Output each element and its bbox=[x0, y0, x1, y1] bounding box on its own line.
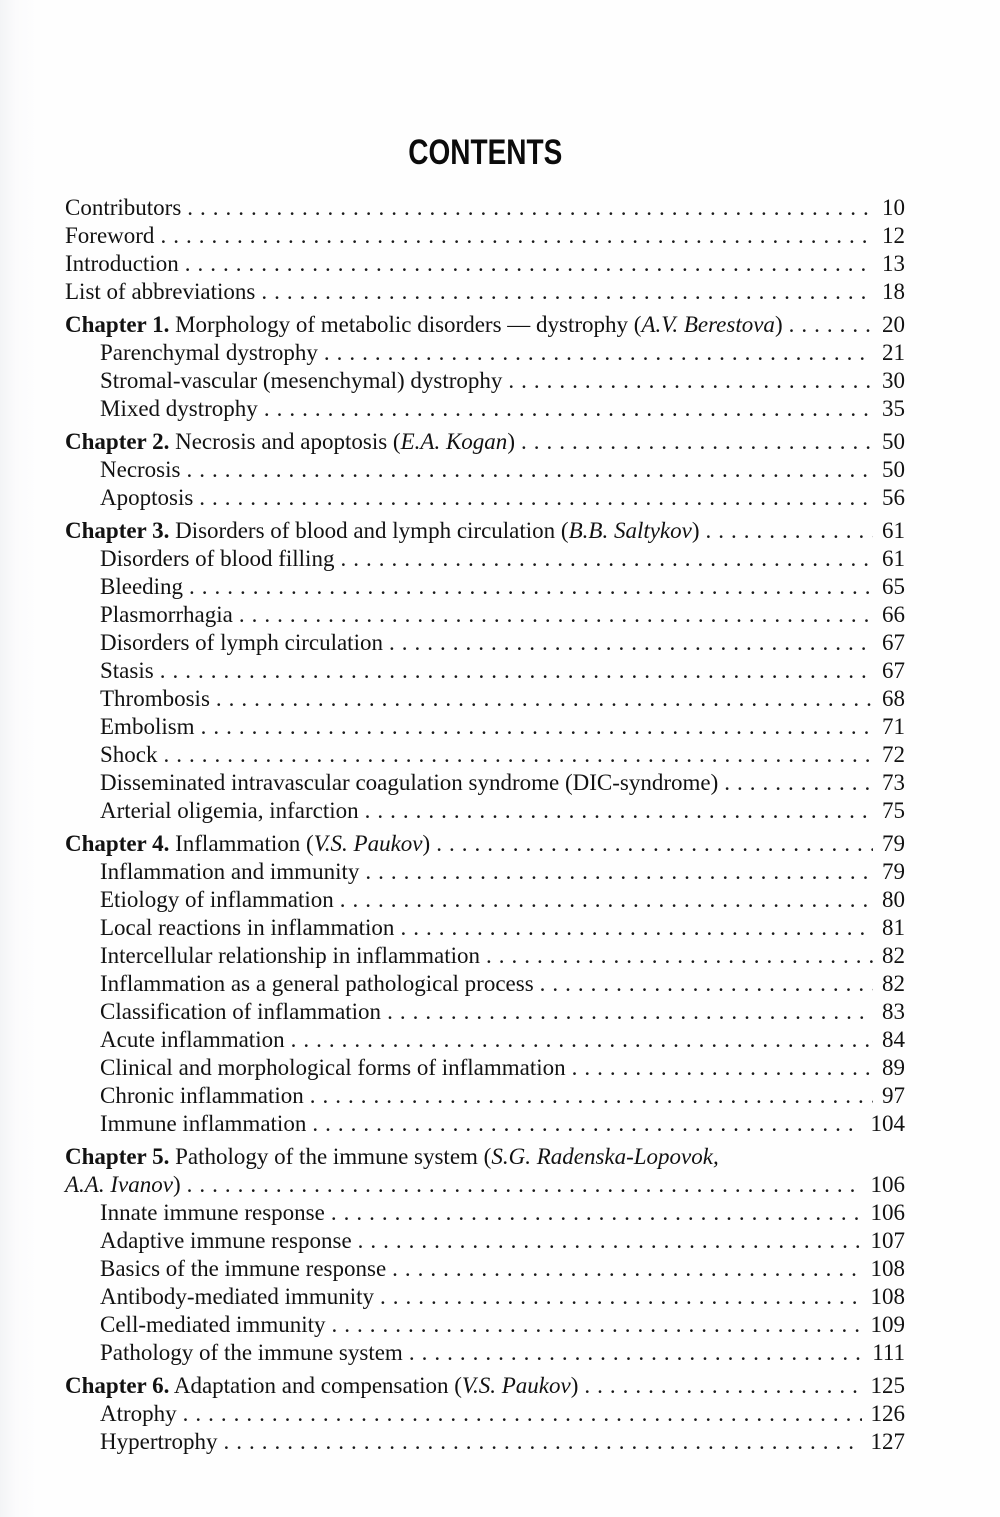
page-number: 126 bbox=[870, 1401, 905, 1426]
page-number: 106 bbox=[870, 1200, 905, 1225]
entry-label: Bleeding bbox=[100, 574, 184, 599]
entry-label: Plasmorrhagia bbox=[100, 602, 233, 627]
page-number: 50 bbox=[882, 457, 905, 482]
page-number: 12 bbox=[882, 223, 905, 248]
dot-leader bbox=[183, 1400, 862, 1428]
page-number: 79 bbox=[882, 831, 905, 856]
page-number: 67 bbox=[882, 658, 905, 683]
toc-entry bbox=[65, 278, 905, 306]
page-title: CONTENTS bbox=[408, 133, 562, 172]
toc-entry-chapter bbox=[65, 517, 905, 545]
dot-leader bbox=[331, 1199, 862, 1227]
entry-label: Parenchymal dystrophy bbox=[100, 340, 318, 365]
page-number: 82 bbox=[882, 971, 905, 996]
page-number: 80 bbox=[882, 887, 905, 912]
dot-leader bbox=[584, 1372, 861, 1400]
toc-entry bbox=[65, 484, 905, 512]
dot-leader bbox=[365, 797, 873, 825]
toc-entry bbox=[65, 1255, 905, 1283]
page-number: 71 bbox=[882, 714, 905, 739]
dot-leader bbox=[724, 769, 873, 797]
dot-leader bbox=[389, 629, 873, 657]
dot-leader bbox=[187, 194, 873, 222]
entry-label: Classification of inflammation bbox=[100, 999, 382, 1024]
page-number: 79 bbox=[882, 859, 905, 884]
page-number: 66 bbox=[882, 602, 905, 627]
entry-label: Chronic inflammation bbox=[100, 1083, 304, 1108]
page-number: 18 bbox=[882, 279, 905, 304]
entry-label: Atrophy bbox=[100, 1401, 177, 1426]
dot-leader bbox=[160, 222, 873, 250]
dot-leader bbox=[521, 428, 873, 456]
entry-label: Acute inflammation bbox=[100, 1027, 285, 1052]
toc-entry bbox=[65, 545, 905, 573]
entry-label: Thrombosis bbox=[100, 686, 210, 711]
page-number: 108 bbox=[870, 1256, 905, 1281]
toc-entry-chapter bbox=[65, 428, 905, 456]
toc-entry-chapter bbox=[65, 830, 905, 858]
dot-leader bbox=[572, 1054, 873, 1082]
entry-label: Basics of the immune response bbox=[100, 1256, 387, 1281]
dot-leader bbox=[706, 517, 873, 545]
entry-label: Chapter 2. Necrosis and apoptosis (E.A. Kogan) bbox=[65, 429, 515, 454]
entry-label: Foreword bbox=[65, 223, 155, 248]
entry-label: Innate immune response bbox=[100, 1200, 325, 1225]
toc-entry bbox=[65, 769, 905, 797]
page-number: 89 bbox=[882, 1055, 905, 1080]
page-number: 81 bbox=[882, 915, 905, 940]
page-number: 84 bbox=[882, 1027, 905, 1052]
dot-leader bbox=[186, 456, 873, 484]
dot-leader bbox=[312, 1110, 861, 1138]
page-number: 67 bbox=[882, 630, 905, 655]
toc-entry-continuation bbox=[65, 1171, 905, 1199]
dot-leader bbox=[201, 713, 873, 741]
dot-leader bbox=[264, 395, 873, 423]
toc-entry bbox=[65, 1339, 905, 1367]
dot-leader bbox=[409, 1339, 863, 1367]
page-number: 107 bbox=[870, 1228, 905, 1253]
page-number: 68 bbox=[882, 686, 905, 711]
dot-leader bbox=[540, 970, 873, 998]
entry-label: Antibody-mediated immunity bbox=[100, 1284, 375, 1309]
entry-label: A.A. Ivanov) bbox=[65, 1172, 181, 1197]
toc-entry bbox=[65, 1227, 905, 1255]
toc-entry bbox=[65, 1026, 905, 1054]
toc-entry bbox=[65, 741, 905, 769]
table-of-contents bbox=[65, 194, 905, 1456]
toc-entry bbox=[65, 339, 905, 367]
entry-label: Contributors bbox=[65, 195, 182, 220]
page-number: 56 bbox=[882, 485, 905, 510]
entry-label: Shock bbox=[100, 742, 158, 767]
entry-label: Clinical and morphological forms of inflammation bbox=[100, 1055, 566, 1080]
toc-entry bbox=[65, 858, 905, 886]
page-number: 109 bbox=[870, 1312, 905, 1337]
dot-leader bbox=[291, 1026, 873, 1054]
entry-label: Inflammation and immunity bbox=[100, 859, 360, 884]
page-number: 65 bbox=[882, 574, 905, 599]
page-number: 72 bbox=[882, 742, 905, 767]
toc-entry bbox=[65, 657, 905, 685]
dot-leader bbox=[160, 657, 873, 685]
dot-leader bbox=[387, 998, 873, 1026]
page-number: 104 bbox=[870, 1111, 905, 1136]
dot-leader bbox=[392, 1255, 861, 1283]
entry-label: Chapter 6. Adaptation and compensation (V.S. Paukov) bbox=[65, 1373, 579, 1398]
page-number: 108 bbox=[870, 1284, 905, 1309]
toc-entry bbox=[65, 1283, 905, 1311]
toc-entry bbox=[65, 914, 905, 942]
entry-label: Adaptive immune response bbox=[100, 1228, 352, 1253]
toc-entry bbox=[65, 395, 905, 423]
page-number: 61 bbox=[882, 546, 905, 571]
entry-label: Hypertrophy bbox=[100, 1429, 218, 1454]
dot-leader bbox=[164, 741, 874, 769]
dot-leader bbox=[365, 858, 873, 886]
dot-leader bbox=[185, 250, 873, 278]
toc-entry bbox=[65, 713, 905, 741]
entry-label: Immune inflammation bbox=[100, 1111, 307, 1136]
toc-entry bbox=[65, 797, 905, 825]
toc-entry bbox=[65, 222, 905, 250]
dot-leader bbox=[199, 484, 873, 512]
entry-label: Disseminated intravascular coagulation syndrome (DIC-syndrome) bbox=[100, 770, 719, 795]
page-number: 125 bbox=[870, 1373, 905, 1398]
title-block bbox=[65, 0, 905, 179]
entry-label: Necrosis bbox=[100, 457, 181, 482]
entry-label: Embolism bbox=[100, 714, 195, 739]
toc-entry-chapter bbox=[65, 311, 905, 339]
dot-leader bbox=[216, 685, 873, 713]
toc-entry-chapter bbox=[65, 1143, 905, 1171]
toc-entry bbox=[65, 1311, 905, 1339]
dot-leader bbox=[310, 1082, 873, 1110]
entry-label: Chapter 1. Morphology of metabolic disorders — dystrophy (A.V. Berestova) bbox=[65, 312, 783, 337]
entry-label: Chapter 3. Disorders of blood and lymph circulation (B.B. Saltykov) bbox=[65, 518, 700, 543]
dot-leader bbox=[380, 1283, 861, 1311]
page-number: 13 bbox=[882, 251, 905, 276]
dot-leader bbox=[340, 886, 873, 914]
dot-leader bbox=[358, 1227, 862, 1255]
toc-entry bbox=[65, 194, 905, 222]
page-number: 10 bbox=[882, 195, 905, 220]
page-number: 35 bbox=[882, 396, 905, 421]
page-number: 50 bbox=[882, 429, 905, 454]
dot-leader bbox=[189, 573, 873, 601]
toc-entry bbox=[65, 1054, 905, 1082]
toc-entry bbox=[65, 998, 905, 1026]
entry-label: Local reactions in inflammation bbox=[100, 915, 395, 940]
page-number: 21 bbox=[882, 340, 905, 365]
entry-label: Disorders of blood filling bbox=[100, 546, 335, 571]
dot-leader bbox=[187, 1171, 862, 1199]
entry-label: Cell-mediated immunity bbox=[100, 1312, 326, 1337]
toc-entry bbox=[65, 1110, 905, 1138]
entry-label: Intercellular relationship in inflammation bbox=[100, 943, 481, 968]
toc-entry bbox=[65, 970, 905, 998]
entry-label: Introduction bbox=[65, 251, 179, 276]
entry-label: Etiology of inflammation bbox=[100, 887, 334, 912]
dot-leader bbox=[400, 914, 873, 942]
dot-leader bbox=[224, 1428, 862, 1456]
entry-label: Stromal-vascular (mesenchymal) dystrophy bbox=[100, 368, 503, 393]
dot-leader bbox=[239, 601, 873, 629]
dot-leader bbox=[324, 339, 873, 367]
page-number: 82 bbox=[882, 943, 905, 968]
dot-leader bbox=[340, 545, 873, 573]
entry-label: List of abbreviations bbox=[65, 279, 256, 304]
entry-label: Stasis bbox=[100, 658, 154, 683]
entry-label: Arterial oligemia, infarction bbox=[100, 798, 359, 823]
page-number: 127 bbox=[870, 1429, 905, 1454]
toc-entry bbox=[65, 1199, 905, 1227]
page-number: 111 bbox=[872, 1340, 905, 1365]
entry-label: Inflammation as a general pathological process bbox=[100, 971, 534, 996]
page-number: 30 bbox=[882, 368, 905, 393]
toc-entry bbox=[65, 1082, 905, 1110]
dot-leader bbox=[261, 278, 873, 306]
entry-label: Disorders of lymph circulation bbox=[100, 630, 383, 655]
page-number: 73 bbox=[882, 770, 905, 795]
entry-label: Pathology of the immune system bbox=[100, 1340, 403, 1365]
toc-entry bbox=[65, 573, 905, 601]
page-number: 97 bbox=[882, 1083, 905, 1108]
toc-entry bbox=[65, 367, 905, 395]
toc-entry bbox=[65, 601, 905, 629]
entry-label: Apoptosis bbox=[100, 485, 194, 510]
toc-entry bbox=[65, 1400, 905, 1428]
toc-entry bbox=[65, 942, 905, 970]
dot-leader bbox=[789, 311, 873, 339]
toc-entry bbox=[65, 629, 905, 657]
page-number: 75 bbox=[882, 798, 905, 823]
entry-label: Mixed dystrophy bbox=[100, 396, 258, 421]
dot-leader bbox=[508, 367, 873, 395]
toc-entry bbox=[65, 250, 905, 278]
dot-leader bbox=[436, 830, 873, 858]
dot-leader bbox=[332, 1311, 862, 1339]
toc-entry bbox=[65, 685, 905, 713]
entry-label: Chapter 5. Pathology of the immune system (S.G. Radenska-Lopovok, bbox=[65, 1144, 719, 1169]
toc-entry bbox=[65, 456, 905, 484]
entry-label: Chapter 4. Inflammation (V.S. Paukov) bbox=[65, 831, 431, 856]
page-number: 20 bbox=[882, 312, 905, 337]
dot-leader bbox=[486, 942, 873, 970]
toc-entry bbox=[65, 1428, 905, 1456]
toc-entry bbox=[65, 886, 905, 914]
toc-entry-chapter bbox=[65, 1372, 905, 1400]
page-number: 83 bbox=[882, 999, 905, 1024]
page-number: 106 bbox=[870, 1172, 905, 1197]
page-number: 61 bbox=[882, 518, 905, 543]
